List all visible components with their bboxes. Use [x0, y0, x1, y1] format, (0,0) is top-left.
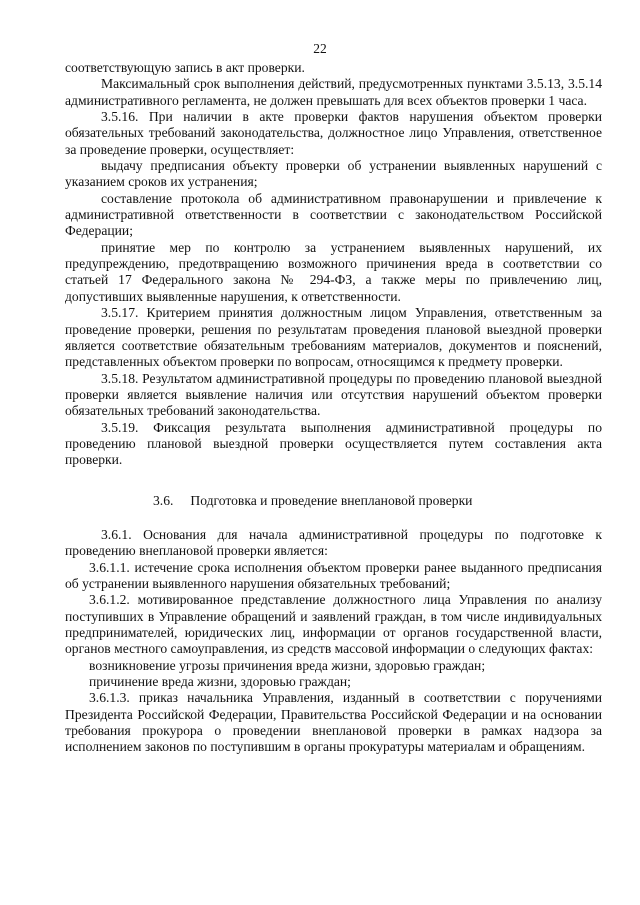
- paragraph: 3.5.17. Критерием принятия должностным лицом Управления, ответственным за проведение проверки, решения по результатам проведения плановой выездной проверки является соответствие обязательным требованиям материалов, документов и пояснений, представленных объектом проверки по вопросам, относящимся к предмету проверки.: [65, 305, 602, 370]
- paragraph: выдачу предписания объекту проверки об устранении выявленных нарушений с указанием сроков их устранения;: [65, 158, 602, 190]
- paragraph: 3.5.16. При наличии в акте проверки фактов нарушения объектом проверки обязательных требований законодательства, должностное лицо Управления, ответственное за проведение проверки, осуществляет:: [65, 109, 602, 157]
- paragraph: 3.6.1.3. приказ начальника Управления, изданный в соответствии с поручениями Президента Российской Федерации, Правительства Российской Федерации и на основании требования прокурора о проведении внеплановой проверки в рамках надзора за исполнением законов по поступившим в органы прокуратуры материалам и обращениям.: [65, 690, 602, 755]
- paragraph: 3.6.1. Основания для начала административной процедуры по подготовке к проведению внеплановой проверки является:: [65, 526, 602, 559]
- paragraph: составление протокола об административном правонарушении и привлечение к административной ответственности в соответствии с законодательством Российской Федерации;: [65, 190, 602, 239]
- paragraph: 3.6.1.2. мотивированное представление должностного лица Управления по анализу поступивших в Управление обращений и заявлений граждан, в том числе индивидуальных предпринимателей, юридических лиц, информации от органов государственной власти, органов местного самоуправления, из средств массовой информации о следующих фактах:: [65, 592, 602, 657]
- document-body: [65, 60, 602, 756]
- section-heading: 3.6. Подготовка и проведение внеплановой проверки: [153, 492, 473, 508]
- paragraph: 3.6.1.1. истечение срока исполнения объектом проверки ранее выданного предписания об устранении выявленного нарушения обязательных требований;: [65, 559, 602, 591]
- paragraph: Максимальный срок выполнения действий, предусмотренных пунктами 3.5.13, 3.5.14 административного регламента, не должен превышать для всех объектов проверки 1 часа.: [65, 76, 602, 108]
- paragraph: 3.5.18. Результатом административной процедуры по проведению плановой выездной проверки является выявление наличия или отсутствия нарушений объектом проверки обязательных требований законодательства.: [65, 370, 602, 419]
- page-number: 22: [313, 41, 327, 56]
- paragraph: причинение вреда жизни, здоровью граждан;: [89, 674, 351, 690]
- paragraph: 3.5.19. Фиксация результата выполнения административной процедуры по проведению плановой выездной проверки осуществляется путем составления акта проверки.: [65, 419, 602, 468]
- paragraph: возникновение угрозы причинения вреда жизни, здоровью граждан;: [89, 657, 486, 673]
- paragraph: принятие мер по контролю за устранением выявленных нарушений, их предупреждению, предотвращению возможного причинения вреда в соответствии со статьей 17 Федерального закона № 294-ФЗ, а также меры по привлечению лиц, допустивших выявленные нарушения, к ответственности.: [65, 239, 602, 304]
- paragraph: соответствующую запись в акт проверки.: [65, 60, 305, 75]
